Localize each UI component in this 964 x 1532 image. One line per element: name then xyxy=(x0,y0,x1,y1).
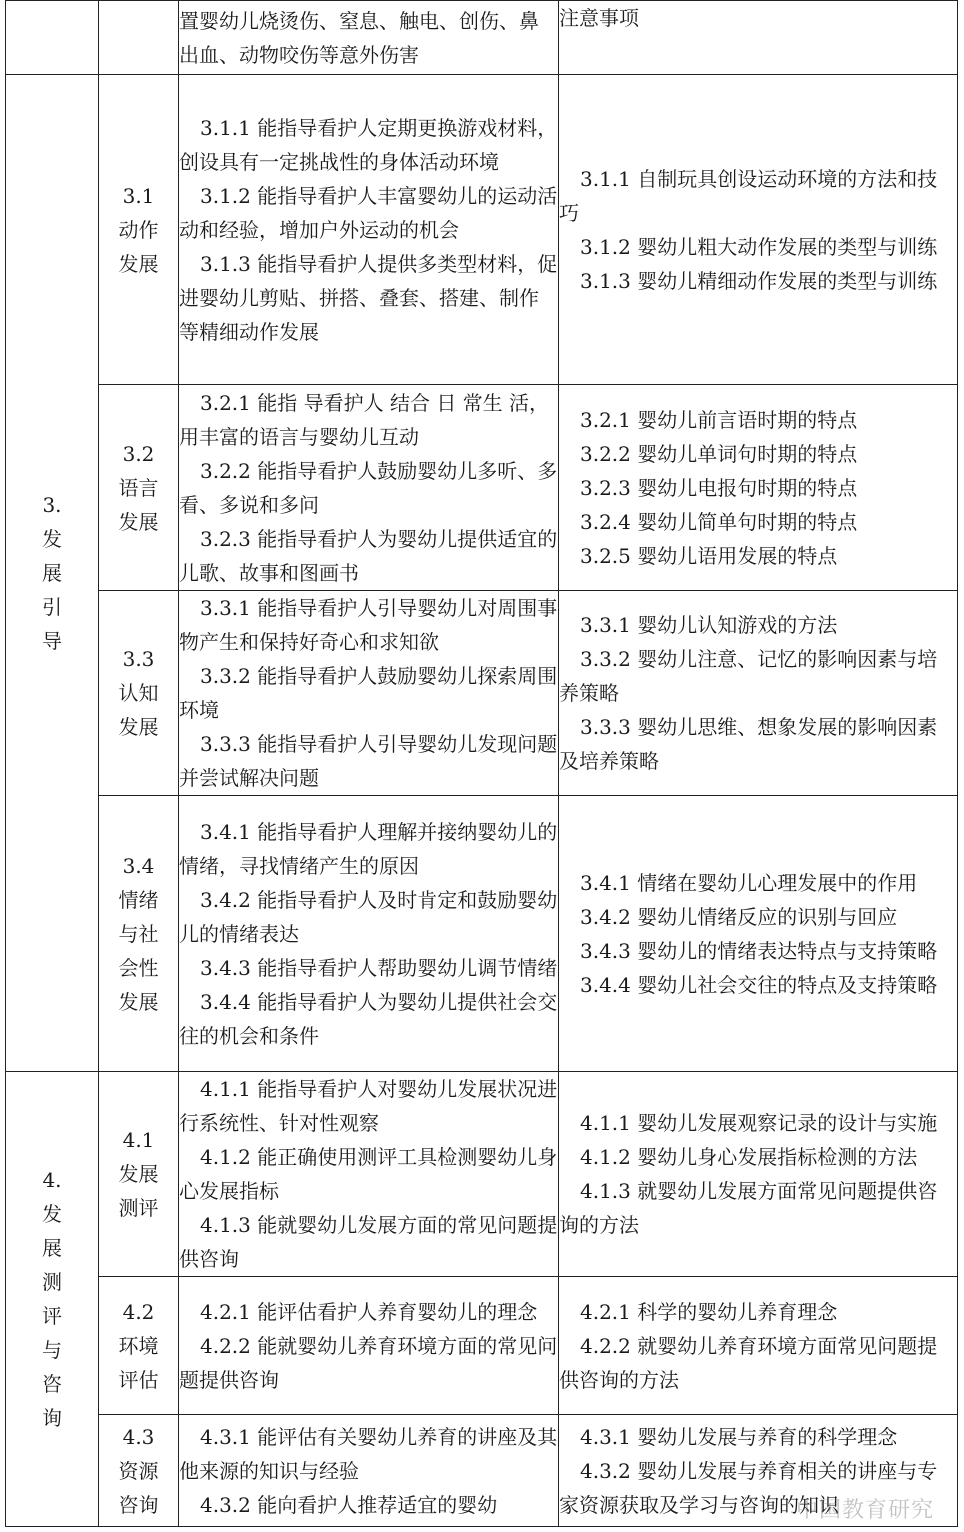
unit-line: 资源 xyxy=(118,1458,159,1483)
skill-item: 3.1.2 能指导看护人丰富婴幼儿的运动活动和经验，增加户外运动的机会 xyxy=(179,183,558,242)
skill-item: 4.2.1 能评估看护人养育婴幼儿的理念 xyxy=(200,1299,538,1324)
knowledge-item: 3.3.1 婴幼儿认知游戏的方法 xyxy=(580,613,838,637)
skill-cell xyxy=(179,75,559,385)
unit-line: 发展 xyxy=(118,509,159,534)
knowledge-item: 3.1.1 自制玩具创设运动环境的方法和技巧 xyxy=(559,166,938,225)
skill-item: 4.1.3 能就婴幼儿发展方面的常见问题提供咨询 xyxy=(179,1213,558,1271)
unit-line: 会性 xyxy=(118,955,159,980)
skill-item: 4.2.2 能就婴幼儿养育环境方面的常见问题提供咨询 xyxy=(179,1333,558,1392)
knowledge-cell xyxy=(559,591,958,796)
unit-cell xyxy=(99,1415,179,1527)
knowledge-cell xyxy=(559,796,958,1072)
knowledge-item: 4.3.1 婴幼儿发展与养育的科学理念 xyxy=(580,1424,898,1449)
skill-item: 3.1.3 能指导看护人提供多类型材料，促进婴幼儿剪贴、拼搭、叠套、搭建、制作等精细动作发展 xyxy=(179,251,558,344)
knowledge-item: 3.3.2 婴幼儿注意、记忆的影响因素与培养策略 xyxy=(559,647,938,705)
domain-char: 发 xyxy=(42,1202,62,1226)
knowledge-item: 4.1.3 就婴幼儿发展方面常见问题提供咨询的方法 xyxy=(559,1179,938,1237)
knowledge-item: 3.2.4 婴幼儿简单句时期的特点 xyxy=(580,509,858,534)
knowledge-item: 4.1.2 婴幼儿身心发展指标检测的方法 xyxy=(580,1145,918,1169)
watermark: 中国教育研究 xyxy=(795,1498,934,1523)
knowledge-item: 3.2.2 婴幼儿单词句时期的特点 xyxy=(580,441,858,466)
unit-line: 3.2 xyxy=(122,441,155,466)
knowledge-item: 注意事项 xyxy=(559,6,639,30)
knowledge-item: 3.4.4 婴幼儿社会交往的特点及支持策略 xyxy=(580,972,938,997)
unit-line: 4.3 xyxy=(122,1424,155,1449)
unit-line: 评估 xyxy=(118,1367,159,1392)
domain-char: 测 xyxy=(42,1270,62,1294)
knowledge-cell xyxy=(559,1277,958,1415)
standards-table xyxy=(5,0,958,1527)
skill-item: 3.3.1 能指导看护人引导婴幼儿对周围事物产生和保持好奇心和求知欲 xyxy=(179,596,558,654)
domain-char: 3. xyxy=(42,493,62,517)
unit-cell-empty xyxy=(99,1,179,75)
skill-cell xyxy=(179,796,559,1072)
skill-cell xyxy=(179,1415,559,1527)
knowledge-cell xyxy=(559,75,958,385)
unit-line: 发展 xyxy=(118,1162,159,1186)
unit-line: 情绪 xyxy=(118,887,159,912)
skill-item: 4.1.2 能正确使用测评工具检测婴幼儿身心发展指标 xyxy=(179,1145,558,1203)
skill-cell xyxy=(179,1,559,75)
unit-line: 与社 xyxy=(118,921,159,946)
skill-item: 3.4.1 能指导看护人理解并接纳婴幼儿的情绪，寻找情绪产生的原因 xyxy=(179,819,558,878)
knowledge-item: 4.2.2 就婴幼儿养育环境方面常见问题提供咨询的方法 xyxy=(559,1333,938,1392)
table-row xyxy=(6,1072,958,1277)
skill-item: 3.4.4 能指导看护人为婴幼儿提供社会交往的机会和条件 xyxy=(179,989,558,1048)
unit-cell xyxy=(99,1277,179,1415)
unit-cell xyxy=(99,385,179,591)
unit-line: 咨询 xyxy=(118,1492,159,1517)
domain-char: 发 xyxy=(42,527,62,551)
domain-char: 4. xyxy=(42,1168,62,1192)
skill-item: 4.3.1 能评估有关婴幼儿养育的讲座及其他来源的知识与经验 xyxy=(179,1424,558,1483)
unit-line: 认知 xyxy=(118,681,159,705)
domain-char: 展 xyxy=(42,1236,62,1260)
domain-char: 导 xyxy=(42,629,62,653)
unit-line: 3.4 xyxy=(122,853,155,878)
unit-line: 发展 xyxy=(118,989,159,1014)
domain-char: 引 xyxy=(42,595,62,619)
knowledge-cell xyxy=(559,1,958,75)
skill-item: 3.2.1 能指 导看护人 结合 日 常生 活，用丰富的语言与婴幼儿互动 xyxy=(179,390,550,449)
knowledge-item: 4.2.1 科学的婴幼儿养育理念 xyxy=(580,1299,838,1324)
knowledge-item: 3.3.3 婴幼儿思维、想象发展的影响因素及培养策略 xyxy=(559,715,938,773)
domain-cell xyxy=(6,75,99,1072)
skill-item: 置婴幼儿烧烫伤、窒息、触电、创伤、鼻出血、动物咬伤等意外伤害 xyxy=(179,8,539,67)
unit-cell xyxy=(99,796,179,1072)
skill-item: 3.3.2 能指导看护人鼓励婴幼儿探索周围环境 xyxy=(179,664,558,722)
unit-line: 3.1 xyxy=(122,183,155,208)
skill-item: 3.4.3 能指导看护人帮助婴幼儿调节情绪 xyxy=(200,955,558,980)
skill-cell xyxy=(179,385,559,591)
table-row xyxy=(6,1,958,75)
knowledge-item: 3.4.3 婴幼儿的情绪表达特点与支持策略 xyxy=(580,938,938,963)
skill-item: 3.2.3 能指导看护人为婴幼儿提供适宜的儿歌、故事和图画书 xyxy=(179,526,558,585)
skill-item: 3.1.1 能指导看护人定期更换游戏材料，创设具有一定挑战性的身体活动环境 xyxy=(179,115,558,174)
knowledge-item: 3.2.5 婴幼儿语用发展的特点 xyxy=(580,543,838,568)
domain-cell xyxy=(6,1072,99,1527)
unit-line: 4.1 xyxy=(122,1128,155,1152)
unit-cell xyxy=(99,591,179,796)
domain-char: 与 xyxy=(42,1338,62,1362)
unit-line: 环境 xyxy=(118,1333,159,1358)
domain-char: 评 xyxy=(42,1304,62,1328)
table-row xyxy=(6,385,958,591)
table-row xyxy=(6,591,958,796)
knowledge-item: 3.1.3 婴幼儿精细动作发展的类型与训练 xyxy=(580,268,938,293)
skill-cell xyxy=(179,591,559,796)
skill-item: 4.3.2 能向看护人推荐适宜的婴幼 xyxy=(200,1492,498,1517)
knowledge-item: 4.1.1 婴幼儿发展观察记录的设计与实施 xyxy=(580,1111,938,1135)
domain-cell-empty xyxy=(6,1,99,75)
unit-line: 发展 xyxy=(118,251,159,276)
knowledge-item: 3.2.1 婴幼儿前言语时期的特点 xyxy=(580,407,858,432)
domain-char: 询 xyxy=(42,1406,62,1430)
domain-char: 展 xyxy=(42,561,62,585)
skill-cell xyxy=(179,1277,559,1415)
unit-line: 4.2 xyxy=(122,1299,155,1324)
unit-line: 语言 xyxy=(118,475,159,500)
unit-line: 动作 xyxy=(118,217,159,242)
knowledge-item: 3.2.3 婴幼儿电报句时期的特点 xyxy=(580,475,858,500)
table-row xyxy=(6,1277,958,1415)
unit-cell xyxy=(99,1072,179,1277)
knowledge-cell xyxy=(559,385,958,591)
unit-line: 发展 xyxy=(118,715,159,739)
knowledge-item: 3.1.2 婴幼儿粗大动作发展的类型与训练 xyxy=(580,234,938,259)
knowledge-item: 3.4.2 婴幼儿情绪反应的识别与回应 xyxy=(580,904,898,929)
knowledge-cell xyxy=(559,1072,958,1277)
domain-char: 咨 xyxy=(42,1372,62,1396)
knowledge-item: 4.3.2 婴幼儿发展与养育相关的讲座与专家资源获取及学习与咨询的知识 xyxy=(559,1458,938,1517)
unit-line: 3.3 xyxy=(122,647,155,671)
unit-cell xyxy=(99,75,179,385)
skill-item: 3.3.3 能指导看护人引导婴幼儿发现问题并尝试解决问题 xyxy=(179,732,558,790)
table-row xyxy=(6,75,958,385)
skill-item: 4.1.1 能指导看护人对婴幼儿发展状况进行系统性、针对性观察 xyxy=(179,1077,558,1135)
skill-cell xyxy=(179,1072,559,1277)
table-row xyxy=(6,796,958,1072)
skill-item: 3.4.2 能指导看护人及时肯定和鼓励婴幼儿的情绪表达 xyxy=(179,887,558,946)
unit-line: 测评 xyxy=(118,1196,159,1220)
skill-item: 3.2.2 能指导看护人鼓励婴幼儿多听、多看、多说和多问 xyxy=(179,458,558,517)
knowledge-item: 3.4.1 情绪在婴幼儿心理发展中的作用 xyxy=(580,870,918,895)
